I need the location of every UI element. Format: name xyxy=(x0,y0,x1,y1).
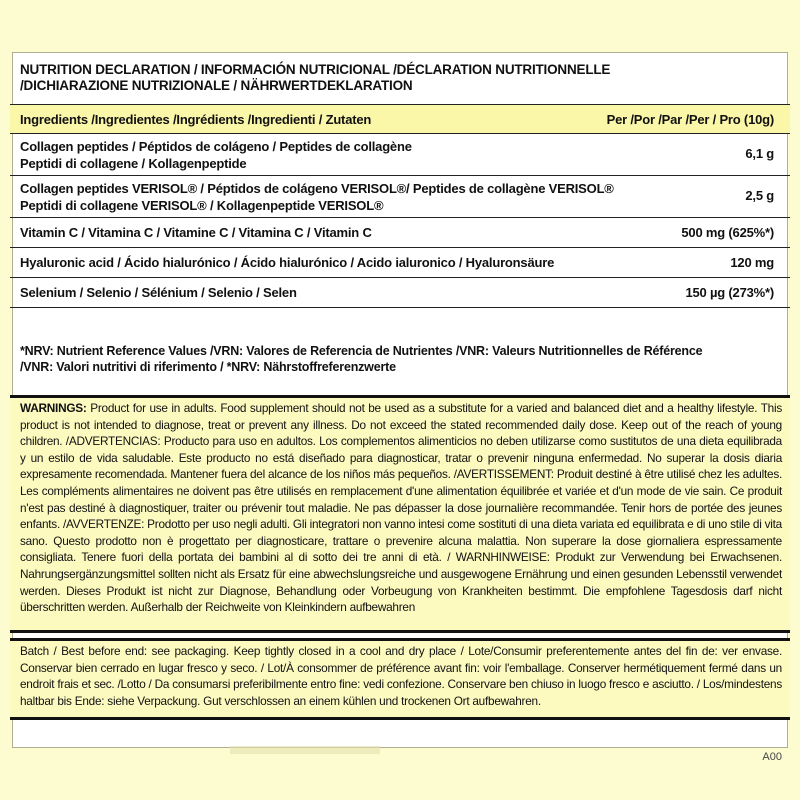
storage-batch-text: Batch / Best before end: see packaging. Keep tightly closed in a cool and dry place / Lote/Consumir preferentemente antes del fin de: ver envase. Conservar bien cerrado en lugar fresco y seco. / Lot/À consommer de préférence avant fin: voir l'emballage. Conserver hermétiquement fermé dans un endroit frais et sec. /Lotto / Da consumarsi preferibilmente entro fine: vedi confezione. Conservare ben chiuso in luogo fresco e asciutto. / Los/mindestens haltbar bis Ende: siehe Verpackung. Gut verschlossen an einem kühlen und trockenen Ort aufbewahren. xyxy=(20,644,782,708)
ingredients-header: Ingredients /Ingredientes /Ingrédients /Ingredienti / Zutaten xyxy=(20,112,372,127)
table-row xyxy=(10,176,790,218)
declaration-title-line1: NUTRITION DECLARATION / INFORMACIÓN NUTRICIONAL /DÉCLARATION NUTRITIONNELLE xyxy=(20,62,611,77)
ingredient-value: 150 µg (273%*) xyxy=(685,285,774,300)
ingredient-name-line2: Peptidi di collagene VERISOL® / Kollagenpeptide VERISOL® xyxy=(20,198,384,213)
label-version-code: A00 xyxy=(762,751,782,763)
storage-batch-box xyxy=(10,638,790,720)
table-row xyxy=(10,134,790,176)
ingredient-name-line1: Collagen peptides / Péptidos de colágeno / Peptides de collagène xyxy=(20,139,412,154)
ingredient-value: 6,1 g xyxy=(745,146,774,161)
nutrition-table xyxy=(10,104,790,308)
ingredient-name xyxy=(20,180,614,214)
nrv-footnote-line1: *NRV: Nutrient Reference Values /VRN: Valores de Referencia de Nutrientes /VNR: Valeurs Nutritionnelles de Référence xyxy=(20,344,703,358)
ingredient-name xyxy=(20,138,412,172)
ingredient-value: 500 mg (625%*) xyxy=(681,225,774,240)
per-serving-header: Per /Por /Par /Per / Pro (10g) xyxy=(606,112,774,127)
ingredient-name: Selenium / Selenio / Sélénium / Selenio / Selen xyxy=(20,285,297,300)
ingredient-name: Vitamin C / Vitamina C / Vitamine C / Vitamina C / Vitamin C xyxy=(20,225,372,240)
ingredient-name-line1: Collagen peptides VERISOL® / Péptidos de colágeno VERISOL®/ Peptides de collagène VERISOL® xyxy=(20,181,614,196)
declaration-title-line2: /DICHIARAZIONE NUTRIZIONALE / NÄHRWERTDEKLARATION xyxy=(20,78,413,93)
faded-print-mark xyxy=(230,746,380,754)
ingredient-name: Hyaluronic acid / Ácido hialurónico / Ácido hialurónico / Acido ialuronico / Hyaluronsäure xyxy=(20,255,555,270)
table-row xyxy=(10,218,790,248)
declaration-title xyxy=(20,62,780,94)
table-row xyxy=(10,278,790,308)
table-row xyxy=(10,248,790,278)
warnings-text: Product for use in adults. Food supplement should not be used as a substitute for a varied and balanced diet and a healthy lifestyle. This product is not intended to diagnose, treat or prevent any illness. Do not exceed the stated recommended daily dose. Keep out of the reach of young children. /ADVERTENCIAS: Producto para uso en adultos. Los complementos alimenticios no deben utilizarse como sustitutos de una dieta equilibrada y un estilo de vida saludable. Este producto no está diseñado para diagnosticar, tratar o prevenir ninguna enfermedad. No superar la dosis diaria expresamente recomendada. Mantener fuera del alcance de los niños más pequeños. /AVERTISSEMENT: Produit destiné à être utilisé chez les adultes. Les compléments alimentaires ne doivent pas être utilisés en remplacement d'une alimentation équilibrée et variée et d'un mode de vie sain. Ce produit n'est pas destiné à diagnostiquer, traiter ou prévenir tout maladie. Ne pas dépasser la dose journalière recommandée. Tenir hors de portée des jeunes enfants. /AVVERTENZE: Prodotto per uso negli adulti. Gli integratori non vanno intesi come sostituti di una dieta variata ed equilibrata e di uno stile di vita sano. Questo prodotto non è progettato per diagnosticare, trattare o prevenire alcuna malattia. Non superare la dose giornaliera espressamente consigliata. Tenere fuori della portata dei bambini al di sotto dei tre anni di età. / WARNHINWEISE: Produkt zur Verwendung bei Erwachsenen. Nahrungsergänzungsmittel sollten nicht als Ersatz für eine abwechslungsreiche und ausgewogene Ernährung und einen gesunden Lebensstil verwendet werden. Dieses Produkt ist nicht zur Diagnose, Behandlung oder Vorbeugung von Krankheiten bestimmt. Die empfohlene Tagesdosis darf nicht überschritten werden. Außerhalb der Reichweite von Kleinkindern aufbewahren xyxy=(20,401,782,615)
ingredient-name-line2: Peptidi di collagene / Kollagenpeptide xyxy=(20,156,247,171)
ingredient-value: 120 mg xyxy=(730,255,774,270)
nrv-footnote xyxy=(20,343,780,375)
table-header-row xyxy=(10,104,790,134)
warnings-label: WARNINGS: xyxy=(20,401,87,415)
ingredient-value: 2,5 g xyxy=(745,188,774,203)
warnings-box xyxy=(10,395,790,633)
nrv-footnote-line2: /VNR: Valori nutritivi di riferimento / *NRV: Nährstoffreferenzwerte xyxy=(20,360,396,374)
